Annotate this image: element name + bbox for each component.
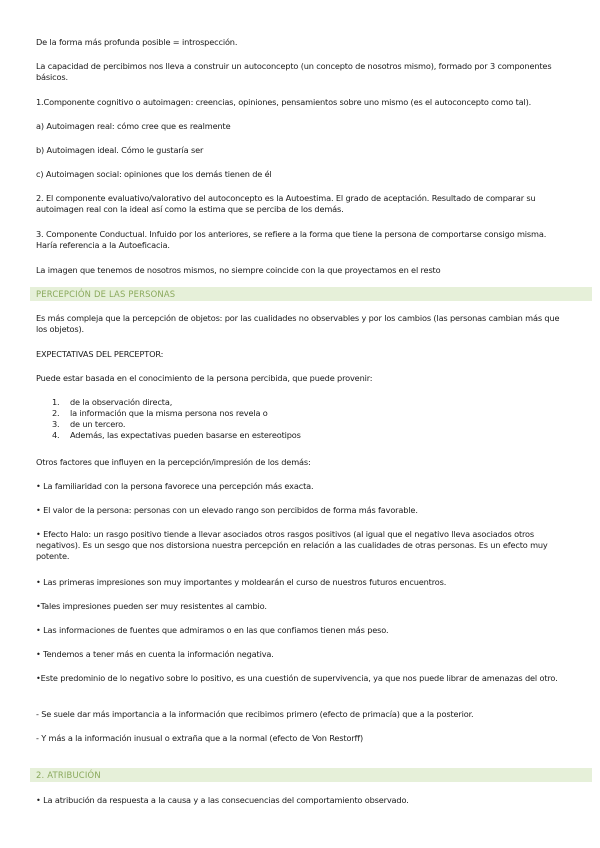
bullet-item: • Efecto Halo: un rasgo positivo tiende a llevar asociados otros rasgos positivos (al igual que el negativo lleva asociados otros negativos). Es un sesgo que nos distorsiona nuestra percepción en relación a las cualidades de otras personas. Es un efecto muy potente. — [36, 529, 548, 561]
bullet-item: •Tales impresiones pueden ser muy resistentes al cambio. — [36, 601, 267, 611]
paragraph: 3. Componente Conductual. Infuido por los anteriores, se refiere a la forma que tiene la persona de comportarse consigo misma. Haría referencia a la Autoeficacia. — [36, 229, 547, 250]
paragraph: La imagen que tenemos de nosotros mismos, no siempre coincide con la que proyectamos en el resto — [36, 265, 441, 275]
section-heading-percepcion: PERCEPCIÓN DE LAS PERSONAS — [30, 287, 592, 301]
paragraph: 1.Componente cognitivo o autoimagen: creencias, opiniones, pensamientos sobre uno mismo (es el autoconcepto como tal). — [36, 97, 532, 107]
bullet-item: • Las informaciones de fuentes que admiramos o en las que confiamos tienen más peso. — [36, 625, 389, 635]
paragraph: a) Autoimagen real: cómo cree que es realmente — [36, 121, 231, 131]
paragraph: De la forma más profunda posible = introspección. — [36, 37, 238, 47]
list-item: 4. Además, las expectativas pueden basarse en estereotipos — [52, 430, 301, 440]
bullet-item: • La familiaridad con la persona favorece una percepción más exacta. — [36, 481, 314, 491]
numbered-list — [52, 397, 552, 441]
section-heading-atribucion: 2. ATRIBUCIÓN — [30, 768, 592, 782]
dash-item: - Se suele dar más importancia a la información que recibimos primero (efecto de primacía) que a la posterior. — [36, 709, 474, 719]
bullet-item: • Las primeras impresiones son muy importantes y moldearán el curso de nuestros futuros encuentros. — [36, 577, 447, 587]
list-item: 1. de la observación directa, — [52, 397, 173, 407]
paragraph: La capacidad de percibimos nos lleva a construir un autoconcepto (un concepto de nosotros mismo), formado por 3 componentes básicos. — [36, 61, 552, 82]
bullet-item: • El valor de la persona: personas con un elevado rango son percibidos de forma más favorable. — [36, 505, 418, 515]
paragraph: c) Autoimagen social: opiniones que los demás tienen de él — [36, 169, 272, 179]
bullet-item: • Tendemos a tener más en cuenta la información negativa. — [36, 649, 274, 659]
paragraph: Puede estar basada en el conocimiento de la persona percibida, que puede provenir: — [36, 373, 373, 383]
subheading-expectativas: EXPECTATIVAS DEL PERCEPTOR: — [36, 349, 164, 359]
bullet-item: •Este predominio de lo negativo sobre lo positivo, es una cuestión de supervivencia, ya que nos puede librar de amenazas del otro. — [36, 673, 558, 683]
dash-item: - Y más a la información inusual o extraña que a la normal (efecto de Von Restorff) — [36, 733, 364, 743]
paragraph: 2. El componente evaluativo/valorativo del autoconcepto es la Autoestima. El grado de aceptación. Resultado de comparar su autoimagen real con la ideal así como la estima que se perciba de los demás. — [36, 193, 536, 214]
paragraph: Es más compleja que la percepción de objetos: por las cualidades no observables y por los cambios (las personas cambian más que los objetos). — [36, 313, 560, 334]
bullet-item: • La atribución da respuesta a la causa y a las consecuencias del comportamiento observado. — [36, 795, 409, 805]
list-item: 3. de un tercero. — [52, 419, 126, 429]
paragraph: Otros factores que influyen en la percepción/impresión de los demás: — [36, 457, 311, 467]
paragraph: b) Autoimagen ideal. Cómo le gustaría ser — [36, 145, 204, 155]
list-item: 2. la información que la misma persona nos revela o — [52, 408, 268, 418]
